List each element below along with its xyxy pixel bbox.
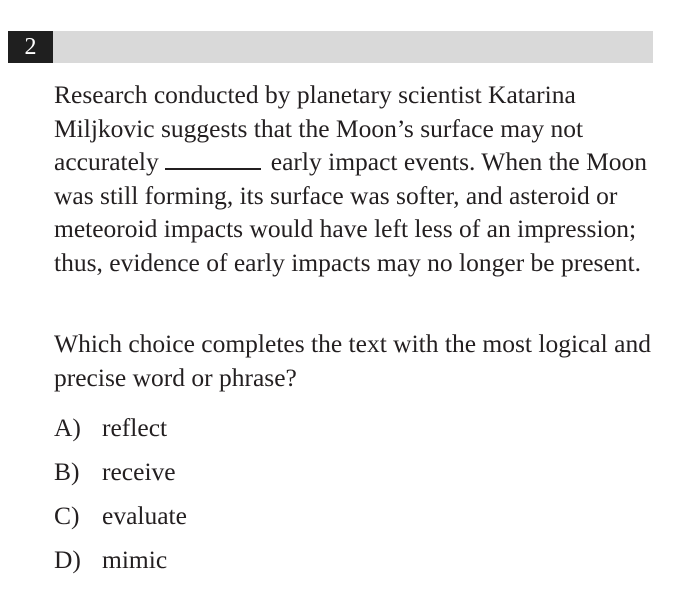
choice-text: receive: [102, 457, 176, 486]
passage-after-blank: early impact events. When the Moon was still forming, its surface was softer, and asteroid or meteoroid impacts would have left less of an impression; thus, evidence of early impacts may no longer be present.: [54, 147, 648, 277]
answer-choices: [54, 410, 187, 586]
choice-letter: D): [54, 545, 81, 574]
question-header-bar: [8, 31, 653, 63]
choice-letter: B): [54, 457, 80, 486]
question-prompt: Which choice completes the text with the most logical and precise word or phrase?: [54, 329, 651, 392]
choice-text: reflect: [102, 413, 168, 442]
choice-text: evaluate: [102, 501, 187, 530]
passage-text: [54, 78, 654, 279]
choice-letter: C): [54, 501, 80, 530]
question-number: 2: [8, 31, 53, 63]
answer-choice-b[interactable]: [54, 454, 187, 498]
answer-choice-d[interactable]: [54, 542, 187, 586]
answer-choice-a[interactable]: [54, 410, 187, 454]
passage-before-blank: Research conducted by planetary scientist Katarina Miljkovic suggests that the Moon’s surface may not accurately: [54, 80, 584, 176]
choice-letter: A): [54, 413, 81, 442]
answer-choice-c[interactable]: [54, 498, 187, 542]
choice-text: mimic: [102, 545, 168, 574]
answer-blank: [165, 148, 261, 170]
